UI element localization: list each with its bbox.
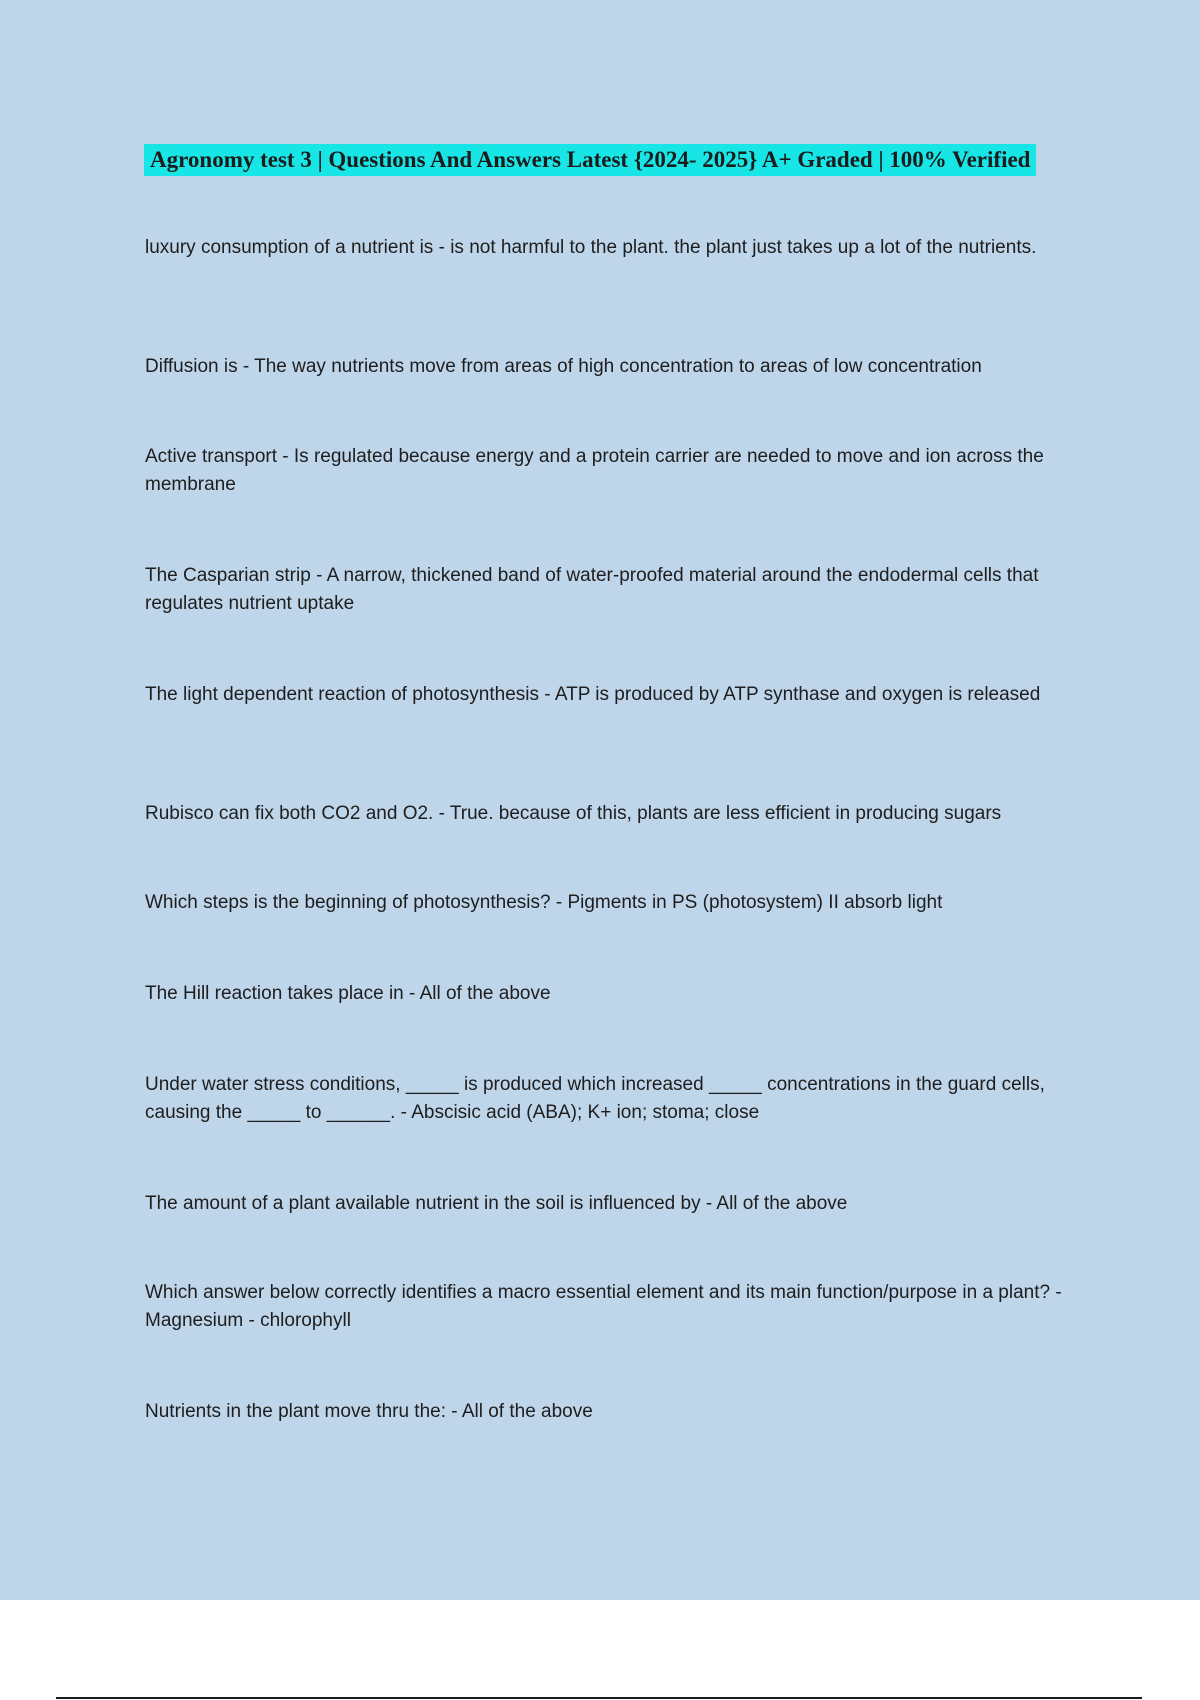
qa-item-11: Which answer below correctly identifies a macro essential element and its main function/purpose in a plant? - Magnesium - chlorophyll	[145, 1282, 1062, 1331]
qa-item-5: The light dependent reaction of photosynthesis - ATP is produced by ATP synthase and oxygen is released	[145, 684, 1041, 705]
qa-item-10: The amount of a plant available nutrient in the soil is influenced by - All of the above	[145, 1193, 848, 1214]
qa-item-1: luxury consumption of a nutrient is - is not harmful to the plant. the plant just takes up a lot of the nutrients.	[145, 237, 1037, 258]
qa-item-6: Rubisco can fix both CO2 and O2. - True. because of this, plants are less efficient in producing sugars	[145, 803, 1002, 824]
qa-item-3: Active transport - Is regulated because energy and a protein carrier are needed to move and ion across the membrane	[145, 446, 1044, 495]
qa-item-4: The Casparian strip - A narrow, thickened band of water-proofed material around the endodermal cells that regulates nutrient uptake	[145, 565, 1039, 614]
footer-divider	[56, 1697, 1142, 1699]
qa-item-12: Nutrients in the plant move thru the: - All of the above	[145, 1401, 593, 1422]
qa-item-7: Which steps is the beginning of photosynthesis? - Pigments in PS (photosystem) II absorb light	[145, 892, 943, 913]
document-title: Agronomy test 3 | Questions And Answers Latest {2024- 2025} A+ Graded | 100% Verified	[144, 144, 1036, 176]
qa-item-9: Under water stress conditions, _____ is produced which increased _____ concentrations in the guard cells, causing the _____ to ______. - Abscisic acid (ABA); K+ ion; stoma; close	[145, 1074, 1045, 1123]
qa-item-2: Diffusion is - The way nutrients move from areas of high concentration to areas of low concentration	[145, 356, 982, 377]
qa-item-8: The Hill reaction takes place in - All of the above	[145, 983, 551, 1004]
